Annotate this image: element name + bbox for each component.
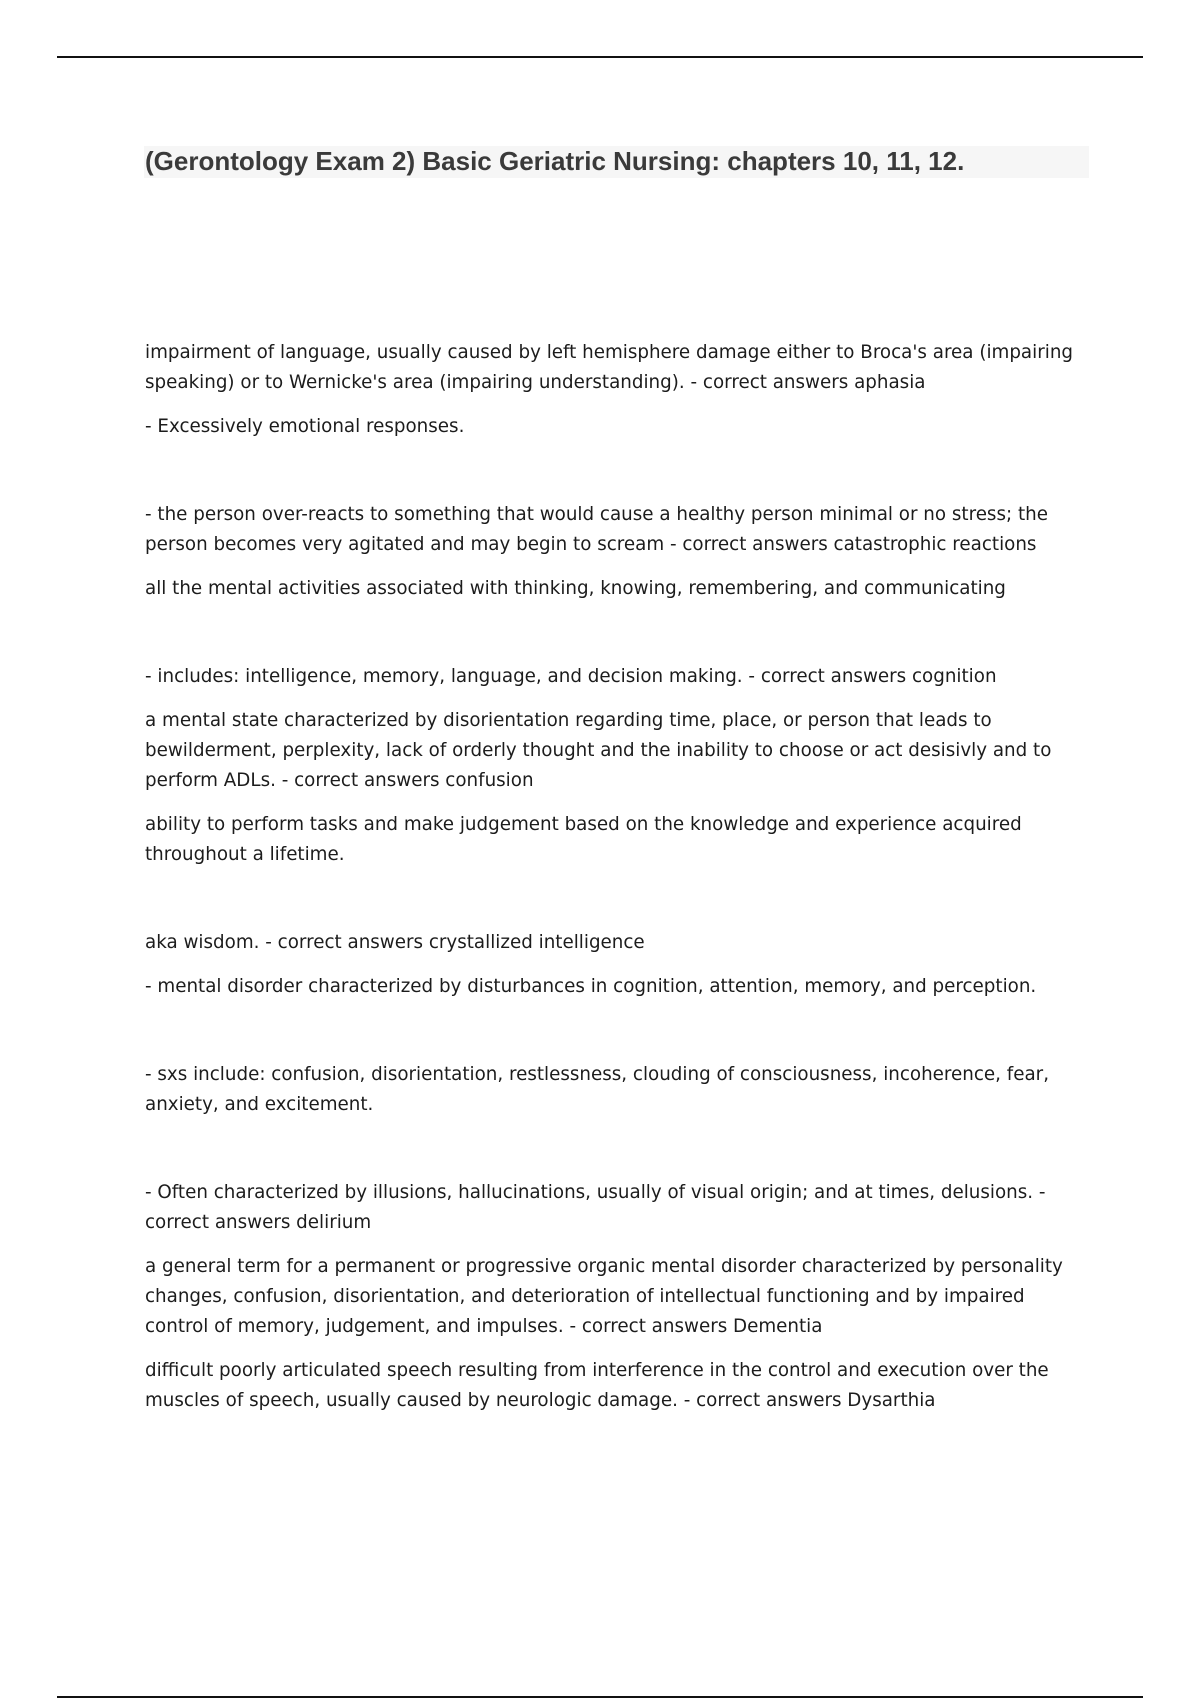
paragraph-delirium-1: - mental disorder characterized by disturbances in cognition, attention, memory, and perception. [145, 976, 1037, 997]
bottom-divider [57, 1696, 1143, 1698]
paragraph-crystallized-1: ability to perform tasks and make judgement based on the knowledge and experience acquired throughout a lifetime. [145, 814, 1022, 865]
paragraph-catastrophic-1: - Excessively emotional responses. [145, 416, 465, 437]
document-title: (Gerontology Exam 2) Basic Geriatric Nursing: chapters 10, 11, 12. [145, 146, 965, 176]
paragraph-aphasia: impairment of language, usually caused by left hemisphere damage either to Broca's area (impairing speaking) or to Wernicke's area (impairing understanding). - correct answers aphasia [145, 342, 1074, 393]
document-body [145, 338, 1090, 1430]
paragraph-dysarthia: difficult poorly articulated speech resulting from interference in the control and execution over the muscles of speech, usually caused by neurologic damage. - correct answers Dysarthia [145, 1360, 1049, 1411]
paragraph-confusion: a mental state characterized by disorientation regarding time, place, or person that leads to bewilderment, perplexity, lack of orderly thought and the inability to choose or act desisivly and to perform ADLs. - correct answers confusion [145, 710, 1052, 791]
paragraph-cognition-1: all the mental activities associated with thinking, knowing, remembering, and communicating [145, 578, 1006, 599]
paragraph-crystallized-2: aka wisdom. - correct answers crystallized intelligence [145, 932, 645, 953]
paragraph-cognition-2: - includes: intelligence, memory, language, and decision making. - correct answers cognition [145, 666, 997, 687]
top-divider [57, 56, 1143, 58]
paragraph-catastrophic-2: - the person over-reacts to something that would cause a healthy person minimal or no stress; the person becomes very agitated and may begin to scream - correct answers catastrophic reactions [145, 504, 1048, 555]
paragraph-delirium-3: - Often characterized by illusions, hallucinations, usually of visual origin; and at times, delusions. - correct answers delirium [145, 1182, 1046, 1233]
paragraph-dementia: a general term for a permanent or progressive organic mental disorder characterized by personality changes, confusion, disorientation, and deterioration of intellectual functioning and by impaired control of memory, judgement, and impulses. - correct answers Dementia [145, 1256, 1063, 1337]
paragraph-delirium-2: - sxs include: confusion, disorientation, restlessness, clouding of consciousness, incoherence, fear, anxiety, and excitement. [145, 1064, 1050, 1115]
